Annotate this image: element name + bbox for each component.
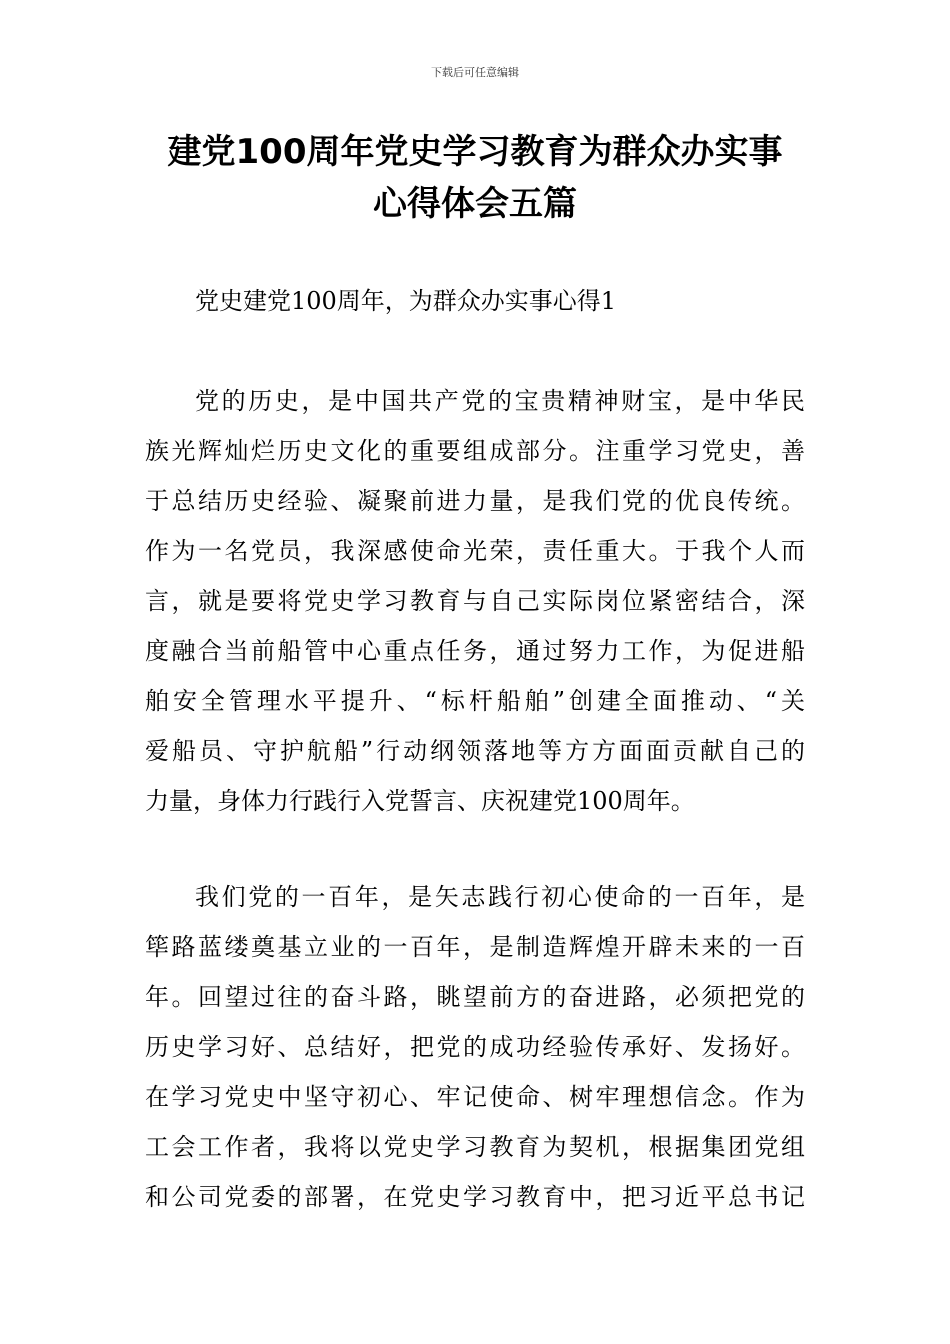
paragraph-line: 和公司党委的部署，在党史学习教育中，把习近平总书记 (145, 1183, 805, 1211)
paragraph-line: 年。回望过往的奋斗路，眺望前方的奋进路，必须把党的 (145, 983, 805, 1011)
paragraph-line: 族光辉灿烂历史文化的重要组成部分。注重学习党史，善 (145, 437, 805, 465)
paragraph-line: 爱船员、守护航船”行动纲领落地等方方面面贡献自己的 (145, 737, 805, 765)
title-line-1: 建党100周年党史学习教育为群众办实事 (167, 132, 783, 172)
paragraph-1 (145, 376, 805, 826)
paragraph-line: 我们党的一百年，是矢志践行初心使命的一百年，是 (195, 883, 805, 911)
paragraph-line: 在学习党史中坚守初心、牢记使命、树牢理想信念。作为 (145, 1083, 805, 1111)
paragraph-line: 度融合当前船管中心重点任务，通过努力工作，为促进船 (145, 637, 805, 665)
document-title (145, 126, 805, 230)
paragraph-line: 作为一名党员，我深感使命光荣，责任重大。于我个人而 (145, 537, 805, 565)
section-subheading: 党史建党100周年，为群众办实事心得1 (195, 287, 617, 315)
paragraph-line: 舶安全管理水平提升、“标杆船舶”创建全面推动、“关 (145, 687, 805, 715)
paragraph-line: 历史学习好、总结好，把党的成功经验传承好、发扬好。 (145, 1033, 805, 1061)
paragraph-line: 于总结历史经验、凝聚前进力量，是我们党的优良传统。 (145, 487, 805, 515)
header-note: 下载后可任意编辑 (431, 66, 519, 79)
paragraph-2 (145, 872, 805, 1222)
title-line-2: 心得体会五篇 (373, 184, 577, 224)
paragraph-line: 力量，身体力行践行入党誓言、庆祝建党100周年。 (145, 787, 695, 815)
paragraph-line: 工会工作者，我将以党史学习教育为契机，根据集团党组 (145, 1133, 805, 1161)
paragraph-line: 言，就是要将党史学习教育与自己实际岗位紧密结合，深 (145, 587, 805, 615)
paragraph-line: 党的历史，是中国共产党的宝贵精神财宝，是中华民 (195, 387, 805, 415)
paragraph-line: 筚路蓝缕奠基立业的一百年，是制造辉煌开辟未来的一百 (145, 933, 805, 961)
